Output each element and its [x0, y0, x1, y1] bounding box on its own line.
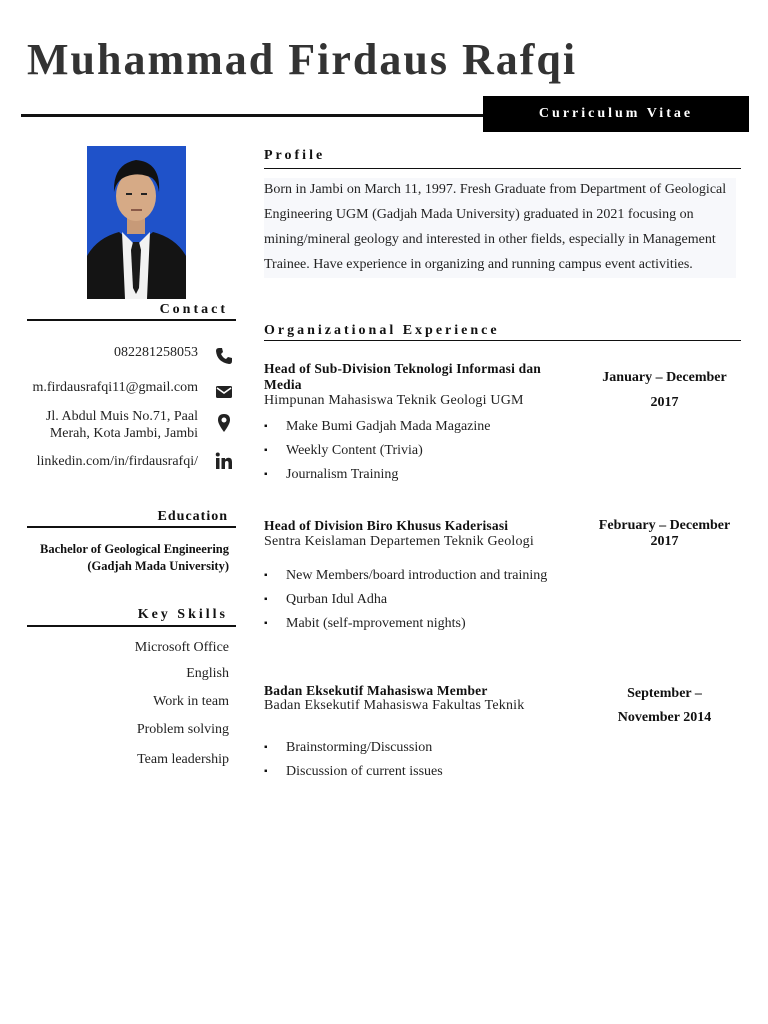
experience-org: Sentra Keislaman Departemen Teknik Geologi: [264, 534, 534, 549]
experience-heading: Organizational Experience: [264, 323, 500, 338]
experience-bullets: [264, 567, 547, 639]
list-item: ▪ New Members/board introduction and training: [264, 567, 547, 591]
list-item: ▪ Mabit (self-mprovement nights): [264, 615, 547, 639]
skill-item: Team leadership: [137, 752, 229, 767]
skill-item: Problem solving: [136, 722, 229, 737]
skills-heading: Key Skills: [137, 607, 228, 622]
list-item: ▪ Make Bumi Gadjah Mada Magazine: [264, 418, 491, 442]
contact-heading: Contact: [159, 302, 228, 317]
list-item: ▪ Weekly Content (Trivia): [264, 442, 491, 466]
education-divider: [27, 526, 236, 528]
list-item: ▪ Qurban Idul Adha: [264, 591, 547, 615]
experience-org: Badan Eksekutif Mahasiswa Fakultas Teknik: [264, 698, 525, 713]
experience-org: Himpunan Mahasiswa Teknik Geologi UGM: [264, 393, 524, 408]
degree-institution: (Gadjah Mada University): [87, 559, 229, 573]
list-item: ▪ Discussion of current issues: [264, 763, 443, 787]
skill-item: English: [186, 666, 229, 681]
contact-email[interactable]: m.firdausrafqi11@gmail.com: [32, 380, 198, 395]
contact-phone: 082281258053: [114, 345, 198, 360]
date-year: November 2014: [617, 710, 712, 725]
education-heading: Education: [157, 509, 228, 524]
phone-icon: [214, 346, 234, 366]
profile-summary: Born in Jambi on March 11, 1997. Fresh Graduate from Department of Geological Engineering UGM (Gadjah Mada University) graduated in 2021 focusing on mining/mineral geology and interested in other fields, especially in Management Trainee. Have experience in organizing and running campus event activities.: [264, 182, 727, 272]
skill-item: Microsoft Office: [134, 640, 229, 655]
date-range: January – December: [602, 370, 727, 385]
profile-photo: [87, 146, 186, 299]
contact-divider: [27, 319, 236, 321]
list-item: ▪ Journalism Training: [264, 466, 491, 490]
skills-divider: [27, 625, 236, 627]
education-degree: [28, 541, 229, 575]
date-range: February – December: [598, 518, 731, 533]
experience-role: Head of Sub-Division Teknologi Informasi dan Media: [264, 361, 542, 392]
experience-date: [592, 365, 737, 415]
profile-heading: Profile: [264, 148, 326, 163]
experience-bullets: [264, 418, 491, 490]
linkedin-icon: [214, 451, 234, 471]
list-item: ▪ Brainstorming/Discussion: [264, 739, 443, 763]
experience-bullets: [264, 739, 443, 787]
date-year: 2017: [650, 395, 679, 410]
experience-date: [592, 518, 737, 550]
skill-item: Work in team: [153, 694, 229, 709]
experience-divider: [264, 340, 741, 341]
date-range: September –: [627, 686, 702, 701]
cv-badge: Curriculum Vitae: [483, 96, 749, 132]
contact-linkedin[interactable]: linkedin.com/in/firdausrafqi/: [36, 454, 198, 469]
experience-role: Badan Eksekutif Mahasiswa Member: [264, 683, 488, 698]
date-year: 2017: [650, 534, 679, 549]
location-pin-icon: [214, 413, 234, 433]
envelope-icon: [214, 382, 234, 402]
candidate-name: Muhammad Firdaus Rafqi: [27, 35, 578, 84]
profile-divider: [264, 168, 741, 169]
experience-date: [592, 682, 737, 730]
degree-title: Bachelor of Geological Engineering: [40, 542, 229, 556]
contact-address: Jl. Abdul Muis No.71, Paal Merah, Kota Jambi, Jambi: [45, 409, 198, 441]
experience-role: Head of Division Biro Khusus Kaderisasi: [264, 518, 509, 533]
title-divider: [21, 114, 491, 117]
